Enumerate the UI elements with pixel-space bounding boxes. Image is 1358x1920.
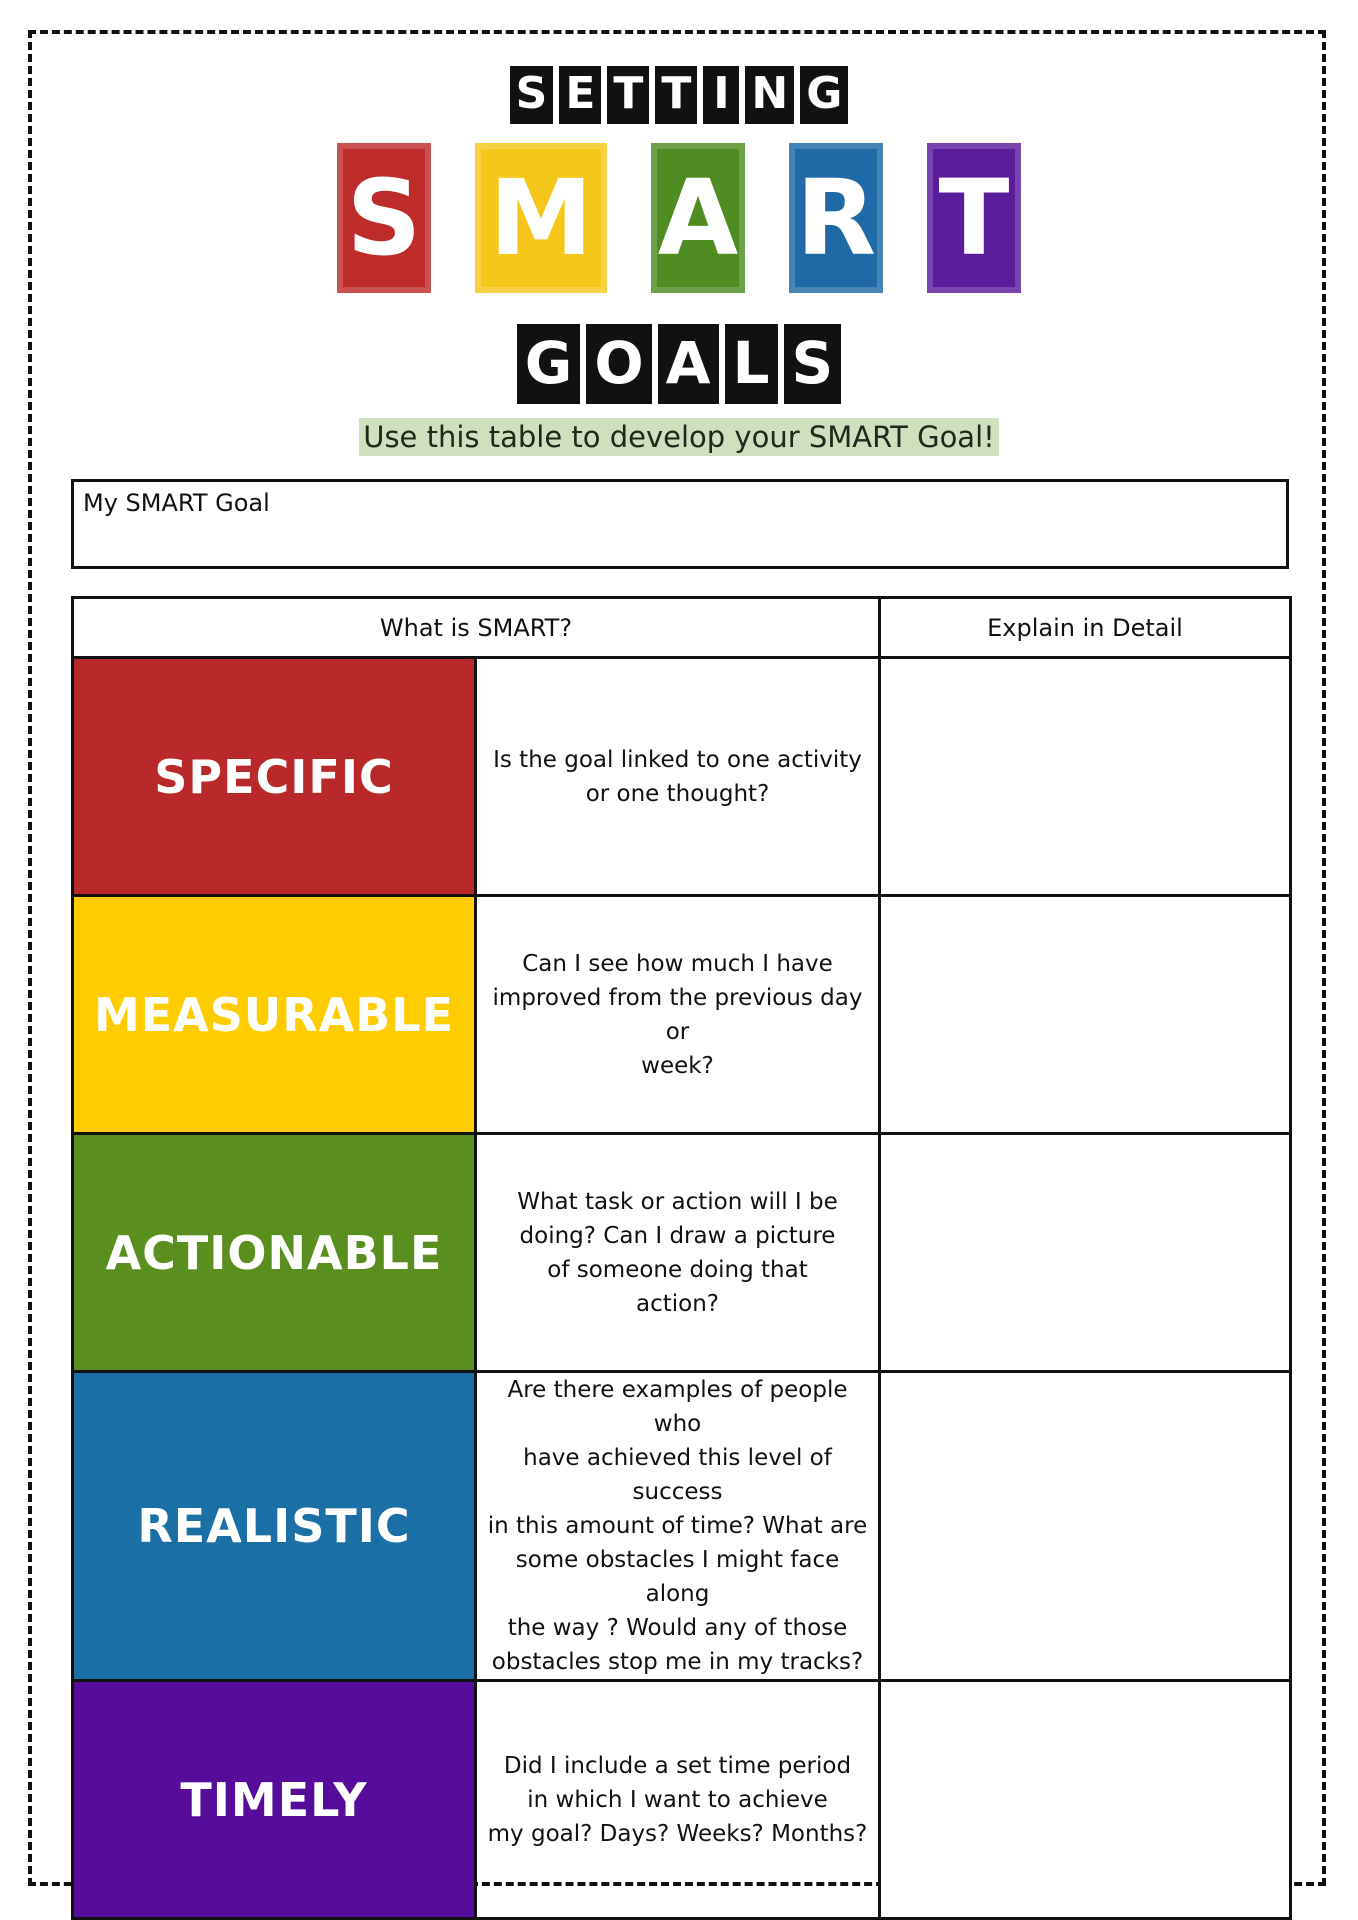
header-what-is-smart: What is SMART? bbox=[73, 598, 880, 658]
title-stamp-letter: N bbox=[745, 66, 794, 124]
title-stamp-letter: E bbox=[559, 66, 601, 124]
smart-question bbox=[476, 896, 880, 1134]
question-line: action? bbox=[635, 1290, 719, 1317]
question-line: week? bbox=[641, 1052, 714, 1079]
title-stamp-letter: I bbox=[703, 66, 739, 124]
smart-row-actionable bbox=[73, 1134, 1291, 1372]
question-line: in which I want to achieve bbox=[527, 1786, 828, 1813]
question-line: Are there examples of people who bbox=[507, 1377, 848, 1437]
title-setting bbox=[0, 66, 1358, 124]
header-explain-in-detail: Explain in Detail bbox=[880, 598, 1291, 658]
question-line: doing? Can I draw a picture bbox=[519, 1222, 836, 1249]
title-stamp-letter: O bbox=[586, 324, 651, 404]
smart-question bbox=[476, 1372, 880, 1681]
title-goals bbox=[0, 324, 1358, 404]
question-line: What task or action will I be bbox=[517, 1188, 838, 1215]
title-stamp-letter: S bbox=[784, 324, 842, 404]
goals-stamps bbox=[517, 324, 842, 404]
my-smart-goal-label: My SMART Goal bbox=[83, 489, 270, 517]
my-smart-goal-field[interactable] bbox=[71, 479, 1289, 569]
smart-row-realistic bbox=[73, 1372, 1291, 1681]
subtitle-wrap bbox=[0, 418, 1358, 456]
title-stamp-letter: A bbox=[658, 324, 719, 404]
smart-letter-m: M bbox=[475, 143, 607, 293]
smart-question bbox=[476, 1134, 880, 1372]
smart-label-timely: TIMELY bbox=[73, 1681, 476, 1919]
smart-label-specific: SPECIFIC bbox=[73, 658, 476, 896]
question-line: have achieved this level of success bbox=[523, 1445, 832, 1505]
question-line: improved from the previous day or bbox=[492, 984, 863, 1045]
smart-label-actionable: ACTIONABLE bbox=[73, 1134, 476, 1372]
title-stamp-letter: G bbox=[517, 324, 581, 404]
title-smart bbox=[0, 143, 1358, 293]
smart-letter-s: S bbox=[337, 143, 431, 293]
smart-letter-a: A bbox=[651, 143, 745, 293]
smart-rows bbox=[73, 658, 1291, 1919]
smart-letters bbox=[337, 143, 1021, 293]
question-line: my goal? Days? Weeks? Months? bbox=[487, 1820, 868, 1847]
question-line: of someone doing that bbox=[547, 1256, 808, 1283]
smart-letter-t: T bbox=[927, 143, 1021, 293]
smart-question bbox=[476, 658, 880, 896]
smart-table bbox=[71, 596, 1292, 1920]
question-line: in this amount of time? What are bbox=[487, 1513, 868, 1539]
explain-in-detail-field[interactable] bbox=[880, 1134, 1291, 1372]
title-stamp-letter: G bbox=[800, 66, 848, 124]
title-stamp-letter: S bbox=[510, 66, 554, 124]
explain-in-detail-field[interactable] bbox=[880, 896, 1291, 1134]
title-stamp-letter: T bbox=[607, 66, 649, 124]
smart-question bbox=[476, 1681, 880, 1919]
question-line: some obstacles I might face along bbox=[515, 1547, 840, 1607]
explain-in-detail-field[interactable] bbox=[880, 1372, 1291, 1681]
smart-row-specific bbox=[73, 658, 1291, 896]
subtitle: Use this table to develop your SMART Goal! bbox=[359, 418, 999, 456]
question-line: Can I see how much I have bbox=[522, 950, 833, 977]
explain-in-detail-field[interactable] bbox=[880, 1681, 1291, 1919]
smart-label-realistic: REALISTIC bbox=[73, 1372, 476, 1681]
smart-row-measurable bbox=[73, 896, 1291, 1134]
title-stamp-letter: T bbox=[655, 66, 697, 124]
smart-row-timely bbox=[73, 1681, 1291, 1919]
question-line: obstacles stop me in my tracks? bbox=[491, 1649, 864, 1675]
question-line: Is the goal linked to one activity bbox=[493, 746, 862, 773]
title-stamp-letter: L bbox=[725, 324, 778, 404]
question-line: the way ? Would any of those bbox=[507, 1615, 848, 1641]
setting-stamps bbox=[510, 66, 849, 124]
question-line: or one thought? bbox=[585, 780, 770, 807]
smart-label-measurable: MEASURABLE bbox=[73, 896, 476, 1134]
question-line: Did I include a set time period bbox=[503, 1752, 852, 1779]
explain-in-detail-field[interactable] bbox=[880, 658, 1291, 896]
smart-letter-r: R bbox=[789, 143, 883, 293]
